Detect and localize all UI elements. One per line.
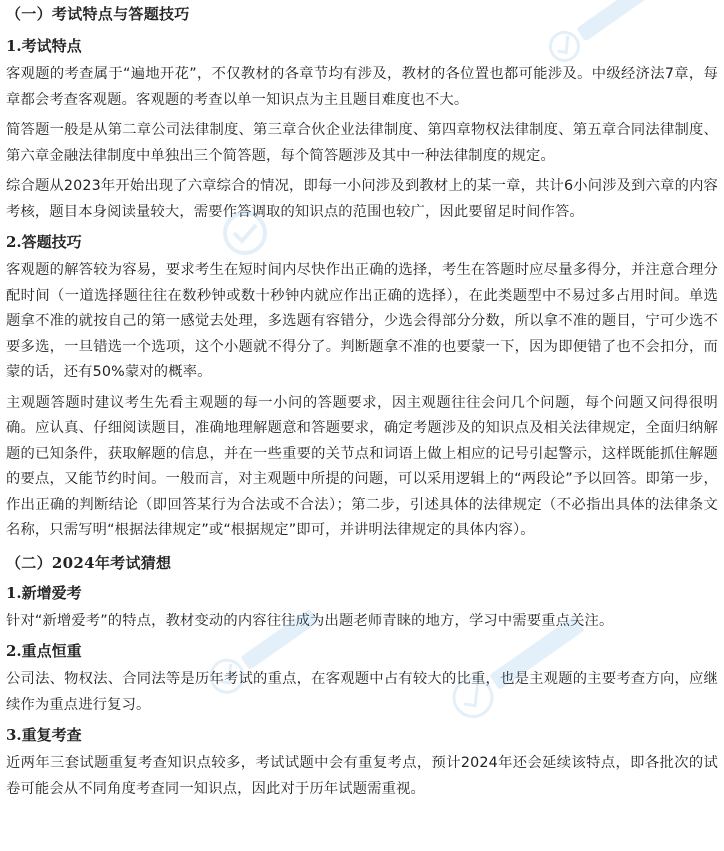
section-title-2024-predictions: （二）2024年考试猜想 <box>6 553 172 572</box>
paragraph-subjective-answering: 主观题答题时建议考生先看主观题的每一小问的答题要求，因主观题往往会问几个问题，每个问题又问得很明确。应认真、仔细阅读题目，准确地理解题意和答题要求，确定考题涉及的知识点及相关法律规定，全面归纳解题的已知条件，获取解题的信息，并在一些重要的关节点和词语上做上相应的记号引起警示，这样既能抓住解题的要点，又能节约时间。一般而言，对主观题中所提的问题，可以采用逻辑上的“两段论”予以回答。即第一步，作出正确的判断结论（即回答某行为合法或不合法）；第二步，引述具体的法律规定（不必指出具体的法律条文名称，只需写明“根据法律规定”或“根据规定”即可，并讲明法律规定的具体内容）。 <box>6 394 718 538</box>
paragraph-objective-answering: 客观题的解答较为容易，要求考生在短时间内尽快作出正确的选择，考生在答题时应尽量多得分，并注意合理分配时间（一道选择题往往在数秒钟或数十秒钟内就应作出正确的选择），在此类题型中不易过多占用时间。单选题拿不准的就按自己的第一感觉去处理，多选题有容错分，少选会得部分分数，所以拿不准的题目，宁可少选不要多选，一旦错选一个选项，这个小题就不得分了。判断题拿不准的也要蒙一下，因为即便错了也不会扣分，而蒙的话，还有50%蒙对的概率。 <box>6 262 718 380</box>
subheading-key-points: 2.重点恒重 <box>6 642 82 660</box>
article-content <box>6 0 718 802</box>
section-title-exam-features: （一）考试特点与答题技巧 <box>6 5 190 23</box>
paragraph-repeated-testing: 近两年三套试题重复考查知识点较多，考试试题中会有重复考点，预计2024年还会延续该特点，即各批次的试卷可能会从不同角度考查同一知识点，因此对于历年试题需重视。 <box>6 755 718 797</box>
subheading-exam-characteristics: 1.考试特点 <box>6 37 82 55</box>
subheading-answering-techniques: 2.答题技巧 <box>6 233 82 251</box>
paragraph-new-content: 针对“新增爱考”的特点，教材变动的内容往往成为出题老师青睐的地方，学习中需要重点关注。 <box>6 612 614 629</box>
paragraph-short-answer-questions: 简答题一般是从第二章公司法律制度、第三章合伙企业法律制度、第四章物权法律制度、第五章合同法律制度、第六章金融法律制度中单独出三个简答题，每个简答题涉及其中一种法律制度的规定。 <box>6 122 718 164</box>
paragraph-comprehensive-questions: 综合题从2023年开始出现了六章综合的情况，即每一小问涉及到教材上的某一章，共计6小问涉及到六章的内容考核，题目本身阅读量较大，需要作答调取的知识点的范围也较广，因此要留足时间作答。 <box>6 178 718 220</box>
subheading-repeated-testing: 3.重复考查 <box>6 726 82 744</box>
paragraph-key-points: 公司法、物权法、合同法等是历年考试的重点，在客观题中占有较大的比重，也是主观题的主要考查方向，应继续作为重点进行复习。 <box>6 671 718 713</box>
subheading-new-content: 1.新增爱考 <box>6 583 82 602</box>
paragraph-objective-questions: 客观题的考查属于“遍地开花”，不仅教材的各章节均有涉及，教材的各位置也都可能涉及。中级经济法7章，每章都会考查客观题。客观题的考查以单一知识点为主且题目难度也不大。 <box>6 66 718 108</box>
